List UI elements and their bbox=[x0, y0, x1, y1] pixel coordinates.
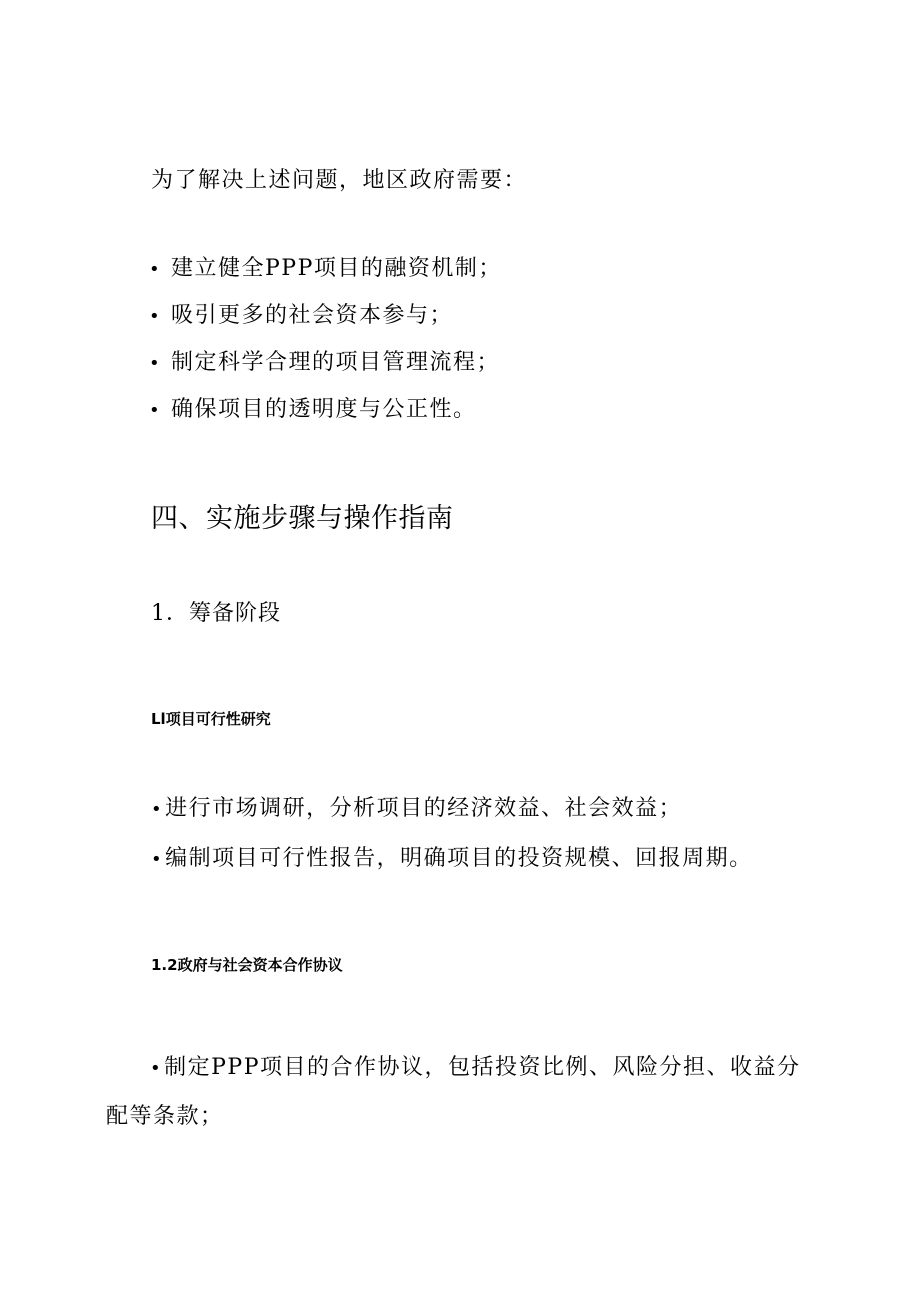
list-item bbox=[149, 352, 500, 374]
subsection-heading-agreement: 1.2政府与社会资本合作协议 bbox=[151, 956, 343, 974]
bullet-icon: • bbox=[150, 1058, 163, 1079]
list-item-text: 编制项目可行性报告，明确项目的投资规模、回报周期。 bbox=[165, 846, 753, 871]
bullet-icon: • bbox=[149, 353, 162, 374]
list-item-text: 确保项目的透明度与公正性。 bbox=[171, 397, 477, 422]
bullet-icon: • bbox=[149, 306, 162, 327]
bullet-icon: • bbox=[149, 400, 162, 421]
list-item bbox=[149, 258, 502, 280]
list-item bbox=[151, 798, 682, 820]
intro-text: 为了解决上述问题，地区政府需要： bbox=[151, 168, 528, 193]
list-item-text: 进行市场调研，分析项目的经济效益、社会效益； bbox=[165, 796, 683, 821]
list-item-text: 吸引更多的社会资本参与； bbox=[171, 303, 454, 328]
list-item-text: 制定科学合理的项目管理流程； bbox=[171, 350, 501, 375]
list-item bbox=[149, 305, 453, 327]
section-heading: 四、实施步骤与操作指南 bbox=[151, 503, 454, 534]
subsection-heading-feasibility: Ll项目可行性研究 bbox=[151, 710, 271, 728]
paragraph-text: 制定PPP项目的合作协议，包括投资比例、风险分担、收益分配等条款； bbox=[106, 1055, 801, 1129]
agreement-paragraph bbox=[106, 1044, 806, 1141]
list-item bbox=[149, 399, 477, 421]
bullet-icon: • bbox=[149, 259, 162, 280]
list-item-text: 建立健全PPP项目的融资机制； bbox=[171, 256, 502, 281]
list-item bbox=[151, 848, 753, 870]
stage-heading: 1．筹备阶段 bbox=[151, 601, 281, 626]
bullet-icon: • bbox=[151, 799, 164, 820]
bullet-icon: • bbox=[151, 849, 164, 870]
